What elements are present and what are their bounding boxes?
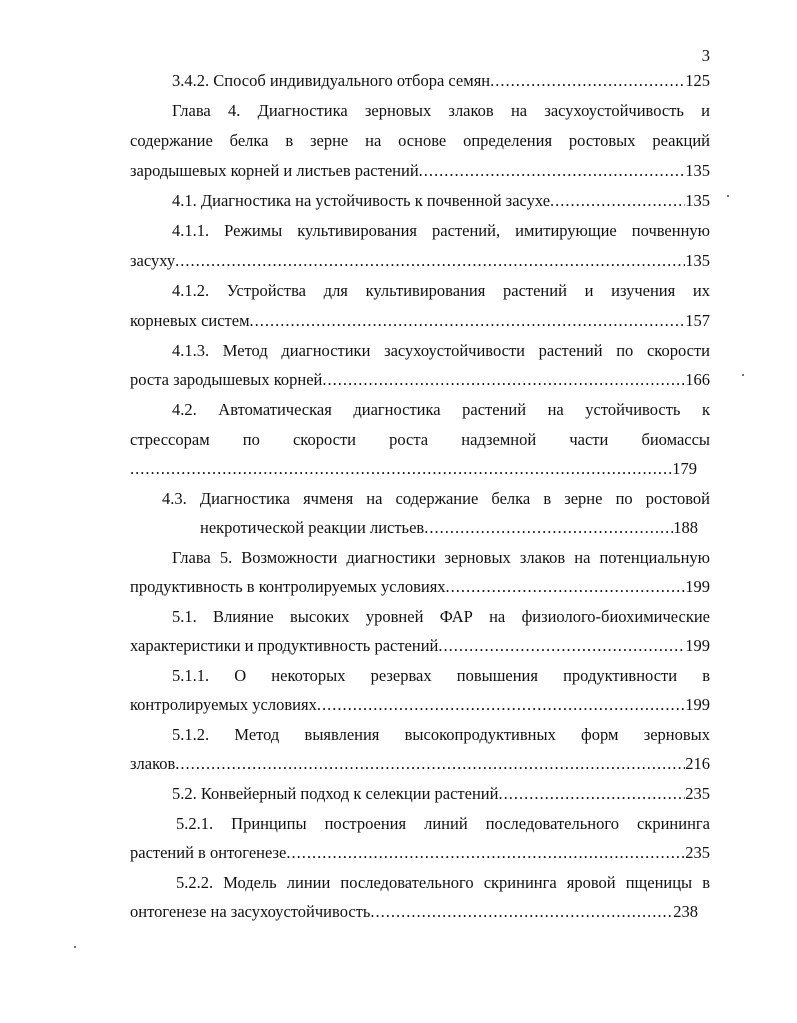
toc-leader	[498, 783, 685, 805]
toc-leader	[424, 517, 673, 539]
toc-entry-title: онтогенезе на засухоустойчивость	[130, 902, 371, 921]
toc-leader	[419, 160, 686, 182]
toc-entry-line: стрессорам по скорости роста надземной части биомассы	[130, 430, 710, 449]
toc-entry-title: растений в онтогенезе	[130, 843, 287, 862]
toc-entry	[130, 369, 710, 391]
toc-entry-title: роста зародышевых корней	[130, 370, 323, 389]
toc-entry-page: 157	[685, 311, 710, 330]
toc-entry-title: 4.1. Диагностика на устойчивость к почвенной засухе	[172, 191, 551, 210]
toc-entry-page: 166	[685, 370, 710, 389]
toc-entry	[130, 694, 710, 716]
toc-entry-title: характеристики и продуктивность растений	[130, 636, 439, 655]
toc-entry-page: 216	[685, 754, 710, 773]
toc-entry-line: 4.1.1. Режимы культивирования растений, имитирующие почвенную	[172, 221, 710, 240]
toc-entry	[200, 517, 698, 539]
toc-leader	[286, 842, 685, 864]
toc-entry-line: 4.3. Диагностика ячменя на содержание белка в зерне по ростовой	[162, 489, 710, 508]
toc-entry	[130, 160, 710, 182]
scan-speck	[74, 946, 76, 948]
toc-entry-title: продуктивность в контролируемых условиях	[130, 577, 446, 596]
page-number: 3	[701, 46, 710, 65]
toc-entry-line: 4.1.3. Метод диагностики засухоустойчивости растений по скорости	[172, 341, 710, 360]
toc-leader	[490, 70, 685, 92]
toc-entry-title: злаков	[130, 754, 176, 773]
toc-entry-title: 3.4.2. Способ индивидуального отбора семян	[172, 71, 491, 90]
toc-entry	[130, 576, 710, 598]
toc-entry-title: засуху	[130, 251, 176, 270]
toc-leader	[250, 310, 686, 332]
toc-entry-line: 4.2. Автоматическая диагностика растений на устойчивость к	[172, 400, 710, 419]
toc-entry-line: 5.2.2. Модель линии последовательного скрининга яровой пщеницы в	[176, 873, 710, 892]
toc-entry	[130, 901, 698, 923]
toc-entry-page: 199	[685, 636, 710, 655]
toc-entry	[130, 635, 710, 657]
toc-entry	[130, 458, 697, 480]
toc-entry	[172, 190, 710, 212]
toc-entry-title: контролируемых условиях	[130, 695, 317, 714]
scan-speck	[727, 195, 729, 197]
toc-entry-page: 125	[685, 71, 710, 90]
toc-entry-page: 188	[673, 518, 698, 537]
toc-entry-line: содержание белка в зерне на основе определения ростовых реакций	[130, 131, 710, 150]
scan-speck	[742, 374, 744, 376]
toc-leader	[322, 369, 685, 391]
toc-entry	[172, 783, 710, 805]
toc-entry-page: 199	[685, 695, 710, 714]
toc-leader	[317, 694, 685, 716]
toc-entry-line: 5.2.1. Принципы построения линий последовательного скрининга	[176, 814, 710, 833]
toc-entry-page: 135	[685, 191, 710, 210]
toc-entry-line: 5.1.1. О некоторых резервах повышения продуктивности в	[172, 666, 710, 685]
toc-entry-title: 5.2. Конвейерный подход к селекции растений	[172, 784, 499, 803]
toc-leader	[175, 250, 685, 272]
toc-entry-line: Глава 4. Диагностика зерновых злаков на засухоустойчивость и	[172, 101, 710, 120]
toc-leader	[446, 576, 686, 598]
toc-entry-title: некротической реакции листьев	[200, 518, 425, 537]
toc-entry-page: 199	[685, 577, 710, 596]
toc-entry	[130, 310, 710, 332]
toc-entry	[130, 842, 710, 864]
toc-entry-line: 5.1. Влияние высоких уровней ФАР на физиолого-биохимические	[172, 607, 710, 626]
toc-leader	[438, 635, 685, 657]
toc-entry-title: зародышевых корней и листьев растений	[130, 161, 419, 180]
toc-entry-line: 5.1.2. Метод выявления высокопродуктивных форм зерновых	[172, 725, 710, 744]
toc-entry-line: Глава 5. Возможности диагностики зерновых злаков на потенциальную	[172, 548, 710, 567]
toc-entry-page: 179	[672, 459, 697, 478]
toc-entry	[130, 753, 710, 775]
toc-entry-page: 238	[673, 902, 698, 921]
toc-leader	[175, 753, 685, 775]
toc-entry-title: корневых систем	[130, 311, 250, 330]
toc-leader	[550, 190, 685, 212]
toc-entry-page: 235	[685, 843, 710, 862]
toc-entry-page: 135	[685, 161, 710, 180]
toc-entry-page: 135	[685, 251, 710, 270]
toc-entry	[172, 70, 710, 92]
toc-entry-line: 4.1.2. Устройства для культивирования растений и изучения их	[172, 281, 710, 300]
toc-entry	[130, 250, 710, 272]
toc-entry-page: 235	[685, 784, 710, 803]
toc-leader	[370, 901, 673, 923]
toc-leader	[130, 458, 672, 480]
